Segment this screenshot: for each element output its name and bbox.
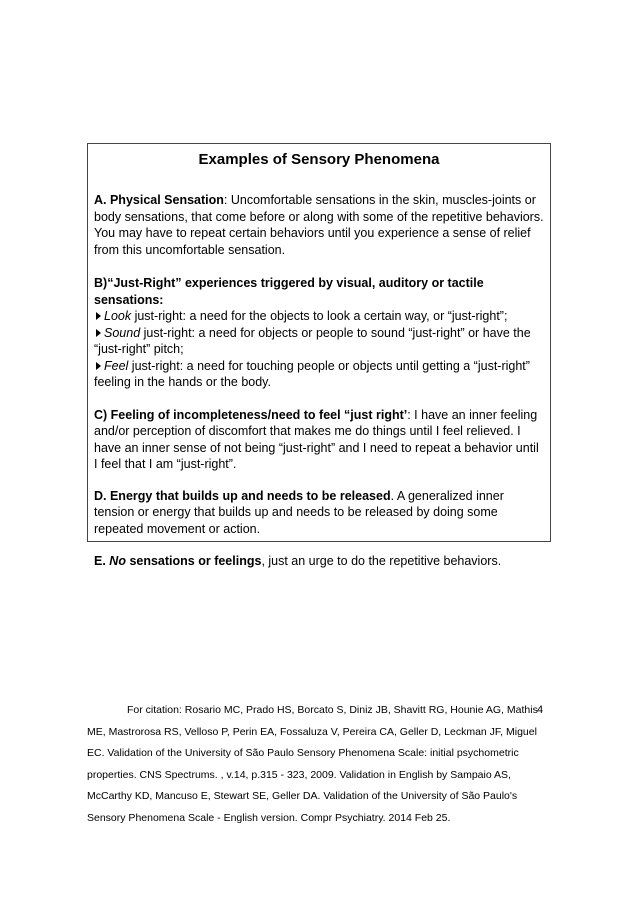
box-title: Examples of Sensory Phenomena: [198, 151, 440, 168]
citation-paragraph: [87, 700, 547, 829]
section-a-text: : Uncomfortable sensations in the skin, muscles-joints or body sensations, that come before or along with some of the repetitive behaviors. You may have to repeat certain behaviors until you experience a sense of relief from this uncomfortable sensation.: [94, 193, 544, 257]
section-b-label: B)“Just-Right” experiences triggered by visual, auditory or tactile sensations:: [94, 276, 484, 307]
bullet-feel-keyword: Feel: [104, 358, 129, 373]
section-c-text: : I have an inner feeling and/or perception of discomfort that makes me do things until I feel relieved. I have an inner sense of not being “just-right” and I need to repeat a behavior until I feel that I am “just-right”.: [94, 407, 539, 471]
bullet-sound: [94, 325, 544, 358]
section-just-right: [94, 275, 544, 391]
page-number: 4: [537, 704, 544, 716]
bullet-look-keyword: Look: [104, 309, 132, 323]
bullet-sound-keyword: Sound: [104, 325, 141, 340]
section-e-label-prefix: E.: [94, 554, 110, 568]
triangle-bullet-icon: [96, 312, 101, 320]
bullet-look: [94, 308, 544, 325]
section-no-sensations: [94, 553, 544, 570]
section-e-label-suffix: sensations or feelings: [125, 554, 262, 568]
bullet-sound-text: just-right: a need for objects or people to sound “just-right” or have the “just-right” pitch;: [94, 325, 531, 356]
section-e-label-italic: No: [109, 554, 126, 568]
citation-text: For citation: Rosario MC, Prado HS, Borcato S, Diniz JB, Shavitt RG, Hounie AG, Mathis ME, Mastrorosa RS, Velloso P, Perin EA, Fossaluza V, Pereira CA, Geller D, Leckman JF, Miguel EC. Validation of the University of São Paulo Sensory Phenomena Scale: initial psychometric properties. CNS Spectrums. , v.14, p.315 - 323, 2009. Validation in English by Sampaio AS, McCarthy KD, Mancuso E, Stewart SE, Geller DA. Validation of the University of São Paulo's Sensory Phenomena Scale - English version. Compr Psychiatry. 2014 Feb 25.: [87, 704, 538, 824]
section-e-label: [94, 554, 261, 568]
bullet-feel: [94, 358, 544, 391]
sensory-phenomena-box: [87, 143, 551, 568]
section-incompleteness: [94, 407, 544, 473]
bullet-look-text: just-right: a need for the objects to look a certain way, or “just-right”;: [131, 309, 508, 323]
triangle-bullet-icon: [96, 362, 101, 370]
section-energy: [94, 488, 544, 538]
bullet-feel-text: just-right: a need for touching people or objects until getting a “just-right” feeling in the hands or the body.: [94, 358, 530, 389]
section-e-text: , just an urge to do the repetitive behaviors.: [261, 554, 502, 568]
section-c-label: C) Feeling of incompleteness/need to feel “just right’: [94, 407, 408, 422]
section-d-text: . A generalized inner tension or energy that builds up and needs to be released by doing some repeated movement or action.: [94, 488, 504, 536]
triangle-bullet-icon: [96, 329, 101, 337]
section-physical-sensation: [94, 192, 544, 258]
section-a-label: A. Physical Sensation: [94, 193, 224, 207]
section-d-label: D. Energy that builds up and needs to be released: [94, 488, 391, 503]
